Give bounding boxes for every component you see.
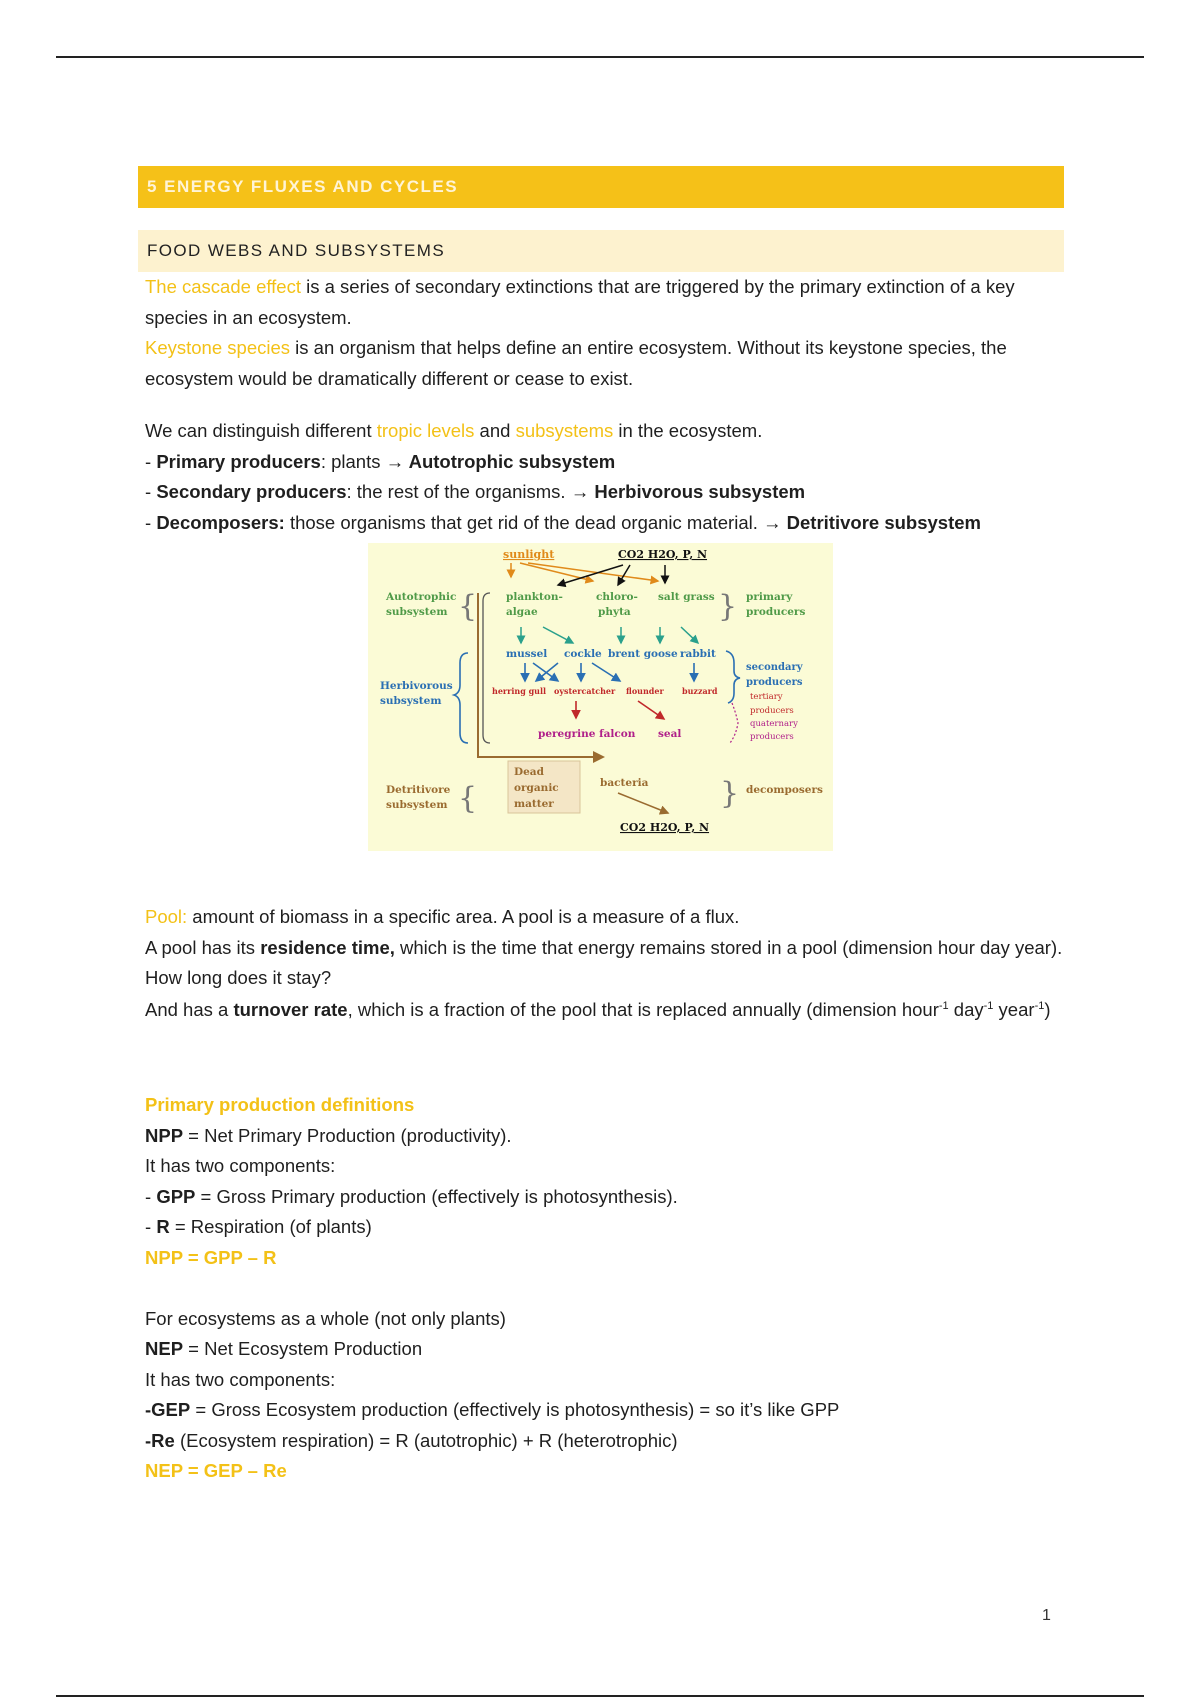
level-desc: : the rest of the organisms. <box>346 481 571 502</box>
level-desc: those organisms that get rid of the dead organic material. <box>284 511 764 533</box>
primary-production-heading: Primary production definitions <box>145 1094 415 1115</box>
decomposers-label: decomposers <box>746 784 823 796</box>
quaternary-label: quaternary <box>750 719 798 729</box>
food-chain-bracket <box>483 593 490 743</box>
food-web-svg <box>368 543 833 851</box>
exponent: -1 <box>983 999 994 1012</box>
primary-brace: } <box>718 589 738 624</box>
re-def: (Ecosystem respiration) = R (autotrophic) + R (heterotrophic) <box>174 1429 678 1451</box>
nep-term: NEP <box>145 1338 184 1359</box>
autotrophic-brace: { <box>458 589 478 624</box>
section-heading: 5 ENERGY FLUXES AND CYCLES <box>138 166 1064 208</box>
spacer <box>145 1273 1065 1304</box>
r-def: = Respiration (of plants) <box>169 1216 372 1237</box>
level-term: Secondary producers <box>156 481 347 502</box>
saltgrass-to-rabbit-arrow <box>681 627 698 643</box>
tropic-levels-term: tropic levels <box>376 420 475 441</box>
detritivore-label: Detritivore <box>386 784 451 796</box>
unit-year: year <box>993 998 1035 1020</box>
gpp-def: = Gross Primary production (effectively is photosynthesis). <box>195 1185 678 1207</box>
flounder-label: flounder <box>626 686 664 696</box>
chloro-label: chloro- <box>596 591 638 603</box>
tertiary-label: tertiary <box>750 692 783 702</box>
arrow-icon: → <box>763 511 787 533</box>
exponent: -1 <box>1034 999 1045 1012</box>
level-prefix: - <box>145 450 157 472</box>
gep-def: = Gross Ecosystem production (effectively is photosynthesis) = so it’s like GPP <box>190 1399 840 1420</box>
pool-block <box>145 902 1065 1025</box>
keystone-definition: is an organism that helps define an entire ecosystem. Without its keystone species, the ecosystem would be dramatically different or cease to exist. <box>145 337 1007 389</box>
mussel-label: mussel <box>506 648 548 660</box>
subsection-heading: FOOD WEBS AND SUBSYSTEMS <box>138 230 1064 272</box>
level-prefix: - <box>145 511 157 533</box>
turn-lead: And has a <box>145 998 234 1020</box>
levels-block <box>145 416 1065 538</box>
residence-paragraph <box>145 933 1065 994</box>
cockle-to-flounder-arrow <box>592 663 620 681</box>
subsystems-term: subsystems <box>515 420 614 441</box>
secondary-brace <box>726 651 740 703</box>
levels-lead: We can distinguish different <box>145 420 377 441</box>
herbivorous-subsystem-label: subsystem <box>380 695 442 707</box>
sunlight-to-saltgrass-arrow <box>528 563 658 581</box>
residence-term: residence time, <box>260 936 395 958</box>
re-term: -Re <box>145 1429 175 1451</box>
turnover-paragraph <box>145 995 1065 1026</box>
nep-formula: NEP = GEP – Re <box>145 1460 287 1481</box>
herbivorous-brace <box>454 653 468 743</box>
turn-rest: , which is a fraction of the pool that is replaced annually (dimension hour <box>347 998 939 1020</box>
gep-term: -GEP <box>145 1399 191 1420</box>
food-web-diagram <box>368 543 833 851</box>
quaternary-producers-label: producers <box>750 732 794 742</box>
arrow-icon: → <box>385 450 409 472</box>
bacteria-label: bacteria <box>600 777 649 789</box>
algae-label: algae <box>506 606 538 618</box>
ecosystem-lead: For ecosystems as a whole (not only plants) <box>145 1307 506 1329</box>
gep-line <box>145 1395 1065 1426</box>
nep-def: = Net Ecosystem Production <box>183 1338 423 1359</box>
cockle-label: cockle <box>564 648 602 660</box>
flounder-to-seal-arrow <box>638 701 664 719</box>
primary-producers-label: producers <box>746 606 806 618</box>
level-result: Detritivore subsystem <box>786 511 981 533</box>
herbivorous-label: Herbivorous <box>380 680 453 692</box>
buzzard-label: buzzard <box>682 686 718 696</box>
arrow-icon: → <box>570 481 595 502</box>
npp-formula: NPP = GPP – R <box>145 1246 277 1268</box>
oystercatcher-label: oystercatcher <box>554 686 616 696</box>
intro-block <box>145 272 1065 394</box>
level-prefix: - <box>145 481 157 502</box>
tertiary-brace <box>730 703 738 743</box>
level-term: Decomposers: <box>156 511 285 533</box>
gpp-term: GPP <box>156 1185 196 1207</box>
seal-label: seal <box>658 728 682 740</box>
gpp-line <box>145 1182 1065 1213</box>
level-desc: : plants <box>320 450 386 472</box>
turnover-term: turnover rate <box>233 998 348 1020</box>
close-paren: ) <box>1044 998 1051 1020</box>
level-item <box>145 447 1065 478</box>
npp-line <box>145 1121 1065 1152</box>
gpp-prefix: - <box>145 1185 157 1207</box>
cascade-term: The cascade effect <box>145 276 301 297</box>
level-item <box>145 508 1065 539</box>
page-number: 1 <box>1042 1607 1051 1624</box>
exponent: -1 <box>938 999 949 1012</box>
level-result: Herbivorous subsystem <box>594 481 806 502</box>
detritivore-subsystem-label: subsystem <box>386 799 448 811</box>
cascade-definition: is a series of secondary extinctions that are triggered by the primary extinction of a key species in an ecosystem. <box>145 276 1015 328</box>
nep-line <box>145 1334 1065 1365</box>
keystone-term: Keystone species <box>145 337 291 358</box>
dead-label: Dead <box>514 766 544 778</box>
primary-label: primary <box>746 591 793 603</box>
components-line-2: It has two components: <box>145 1368 336 1390</box>
level-item <box>145 477 1065 508</box>
re-line <box>145 1426 1065 1457</box>
res-lead: A pool has its <box>145 936 261 958</box>
pool-def: amount of biomass in a specific area. A pool is a measure of a flux. <box>187 906 740 927</box>
components-line: It has two components: <box>145 1155 336 1176</box>
rabbit-label: rabbit <box>680 648 716 660</box>
npp-def: = Net Primary Production (productivity). <box>183 1124 512 1146</box>
r-term: R <box>156 1216 170 1237</box>
co2-input-label: CO2 H2O, P, N <box>618 548 708 561</box>
r-line <box>145 1212 1065 1243</box>
levels-and: and <box>474 420 516 441</box>
res-rest: which is the time that energy remains stored in a pool (dimension hour day year). How long does it stay? <box>145 936 1063 988</box>
detritivore-brace: { <box>458 781 478 816</box>
keystone-paragraph <box>145 333 1065 394</box>
peregrine-falcon-label: peregrine falcon <box>538 728 636 740</box>
pool-definition <box>145 902 1065 933</box>
saltgrass-label: salt grass <box>658 591 715 603</box>
unit-day: day <box>948 998 984 1020</box>
npp-term: NPP <box>145 1124 184 1146</box>
primary-production-block <box>145 1090 1065 1487</box>
tertiary-producers-label: producers <box>750 706 794 716</box>
bacteria-to-co2-arrow <box>618 793 668 813</box>
pool-term: Pool: <box>145 906 188 927</box>
sunlight-label: sunlight <box>503 548 555 561</box>
decomposers-brace: } <box>720 776 740 811</box>
co2-output-label: CO2 H2O, P, N <box>620 821 710 834</box>
herring-gull-label: herring gull <box>492 686 547 696</box>
top-rule <box>56 56 1144 58</box>
level-result: Autotrophic subsystem <box>408 450 616 472</box>
autotrophic-subsystem-label: subsystem <box>386 606 448 618</box>
level-term: Primary producers <box>156 450 321 472</box>
r-prefix: - <box>145 1216 157 1237</box>
levels-tail: in the ecosystem. <box>613 420 763 441</box>
cascade-paragraph <box>145 272 1065 333</box>
levels-intro <box>145 416 1065 447</box>
matter-label: matter <box>514 798 554 810</box>
phyta-label: phyta <box>598 606 631 618</box>
autotrophic-label: Autotrophic <box>386 591 457 603</box>
secondary-producers-label: producers <box>746 677 803 688</box>
brent-goose-label: brent goose <box>608 648 678 660</box>
plankton-label: plankton- <box>506 591 563 603</box>
bottom-rule <box>56 1695 1144 1697</box>
plankton-to-cockle-arrow <box>543 627 573 643</box>
secondary-label: secondary <box>746 662 803 673</box>
organic-label: organic <box>514 782 559 794</box>
